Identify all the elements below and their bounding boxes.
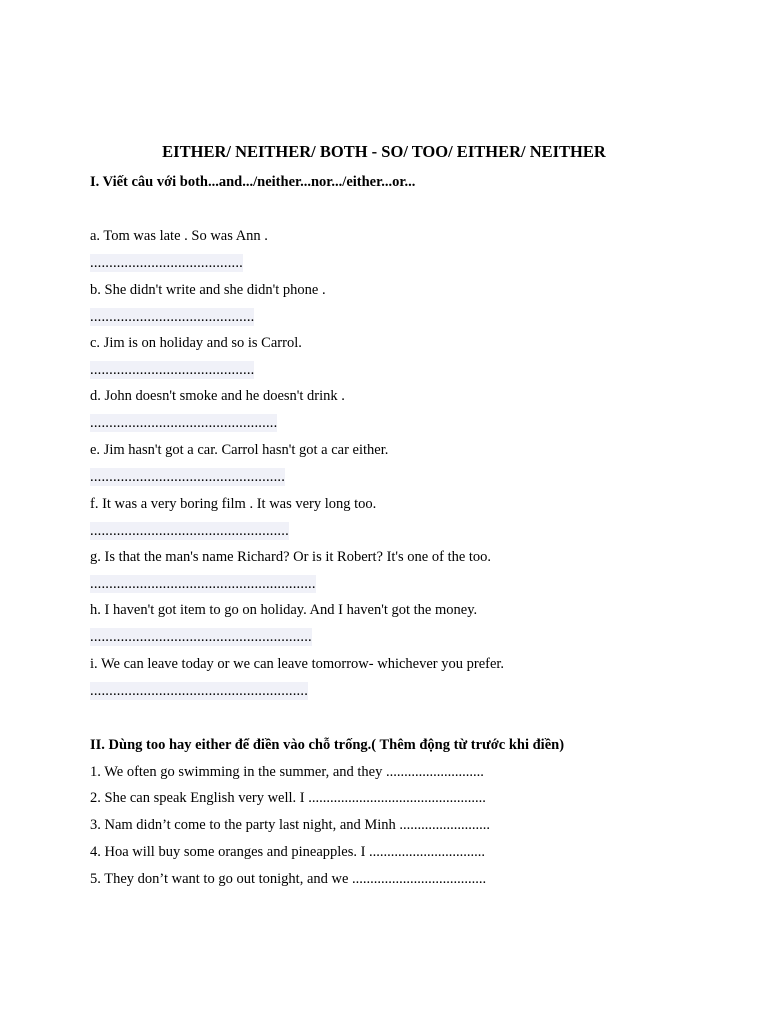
exercise-item-b: b. She didn't write and she didn't phone . <box>90 282 326 298</box>
exercise-item-e: e. Jim hasn't got a car. Carrol hasn't got a car either. <box>90 442 389 458</box>
fill-item-4: 4. Hoa will buy some oranges and pineapples. I ................................ <box>90 844 486 860</box>
answer-blank-a[interactable]: ........................................ <box>90 255 243 271</box>
exercise-item-i: i. We can leave today or we can leave tomorrow- whichever you prefer. <box>90 656 505 672</box>
answer-blank-d[interactable]: ................................................. <box>90 415 278 431</box>
answer-blank-f[interactable]: .................................................... <box>90 523 289 539</box>
fill-item-1: 1. We often go swimming in the summer, and they ........................... <box>90 764 484 780</box>
exercise-item-d: d. John doesn't smoke and he doesn't drink . <box>90 388 345 404</box>
section-2-heading: II. Dùng too hay either để điền vào chỗ trống.( Thêm động từ trước khi điền) <box>90 737 565 753</box>
answer-blank-e[interactable]: ................................................... <box>90 469 286 485</box>
exercise-item-c: c. Jim is on holiday and so is Carrol. <box>90 335 302 351</box>
answer-blank-c[interactable]: ........................................... <box>90 362 255 378</box>
answer-blank-i[interactable]: ......................................................... <box>90 683 309 699</box>
exercise-item-f: f. It was a very boring film . It was very long too. <box>90 496 377 512</box>
answer-blank-g[interactable]: ........................................................... <box>90 576 316 592</box>
exercise-item-a: a. Tom was late . So was Ann . <box>90 228 268 244</box>
fill-item-2: 2. She can speak English very well. I ................................................. <box>90 790 486 806</box>
fill-item-3: 3. Nam didn’t come to the party last night, and Minh ......................... <box>90 817 491 833</box>
exercise-item-g: g. Is that the man's name Richard? Or is it Robert? It's one of the too. <box>90 549 492 565</box>
exercise-item-h: h. I haven't got item to go on holiday. And I haven't got the money. <box>90 602 478 618</box>
fill-item-5: 5. They don’t want to go out tonight, and we ..................................... <box>90 871 487 887</box>
worksheet-title: EITHER/ NEITHER/ BOTH - SO/ TOO/ EITHER/ NEITHER <box>162 142 606 161</box>
answer-blank-h[interactable]: .......................................................... <box>90 629 312 645</box>
answer-blank-b[interactable]: ........................................... <box>90 309 255 325</box>
section-1-heading: I. Viết câu với both...and.../neither...nor.../either...or... <box>90 174 416 190</box>
